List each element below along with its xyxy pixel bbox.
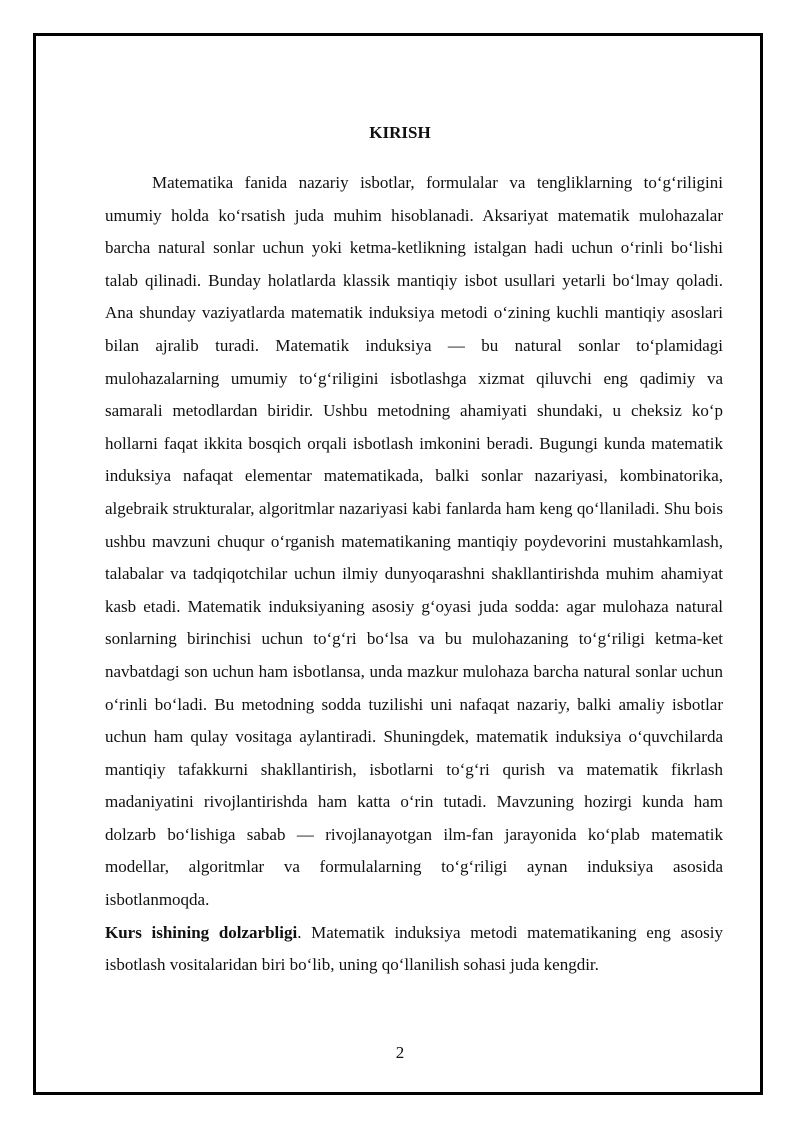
relevance-text: . Matematik induksiya metodi matematikaning eng asosiy isbotlash vositalaridan biri bo‘lib, uning qo‘llanilish sohasi juda kengdir. bbox=[105, 922, 723, 975]
page-title: KIRISH bbox=[369, 123, 431, 142]
page-number: 2 bbox=[395, 1043, 405, 1062]
intro-paragraph: Matematika fanida nazariy isbotlar, formulalar va tengliklarning to‘g‘riligini umumiy holda ko‘rsatish juda muhim hisoblanadi. Aksariyat matematik mulohazalar barcha natural sonlar uchun yoki ketma-ketlikning istalgan hadi uchun o‘rinli bo‘lishi talab qilinadi. Bunday holatlarda klassik mantiqiy isbot usullari yetarli bo‘lmay qoladi. Ana shunday vaziyatlarda matematik induksiya metodi o‘zining kuchli mantiqiy asoslari bilan ajralib turadi. Matematik induksiya — bu natural sonlar to‘plamidagi mulohazalarning umumiy to‘g‘riligini isbotlashga xizmat qiluvchi eng qadimiy va samarali metodlardan biridir. Ushbu metodning ahamiyati shundaki, u cheksiz ko‘p hollarni faqat ikkita bosqich orqali isbotlash imkonini beradi. Bugungi kunda matematik induksiya nafaqat elementar matematikada, balki sonlar nazariyasi, kombinatorika, algebraik strukturalar, algoritmlar nazariyasi kabi fanlarda ham keng qo‘llaniladi. Shu bois ushbu mavzuni chuqur o‘rganish matematikaning mantiqiy poydevorini mustahkamlash, talabalar va tadqiqotchilar uchun ilmiy dunyoqarashni shakllantirishda muhim ahamiyat kasb etadi. Matematik induksiyaning asosiy g‘oyasi juda sodda: agar mulohaza natural sonlarning birinchisi uchun to‘g‘ri bo‘lsa va bu mulohazaning to‘g‘riligi ketma-ket navbatdagi son uchun ham isbotlansa, unda mazkur mulohaza barcha natural sonlar uchun o‘rinli bo‘ladi. Bu metodning sodda tuzilishi uni nafaqat nazariy, balki amaliy isbotlar uchun ham qulay vositaga aylantiradi. Shuningdek, matematik induksiya o‘quvchilarda mantiqiy tafakkurni shakllantirish, isbotlarni to‘g‘ri qurish va matematik fikrlash madaniyatini rivojlantirishda ham katta o‘rin tutadi. Mavzuning hozirgi kunda ham dolzarb bo‘lishiga sabab — rivojlanayotgan ilm-fan jarayonida ko‘plab matematik modellar, algoritmlar va formulalarning to‘g‘riligi aynan induksiya asosida isbotlanmoqda. bbox=[105, 173, 723, 910]
relevance-paragraph bbox=[105, 917, 723, 982]
document-body bbox=[105, 167, 723, 982]
section-heading: Kurs ishining dolzarbligi bbox=[105, 922, 298, 942]
